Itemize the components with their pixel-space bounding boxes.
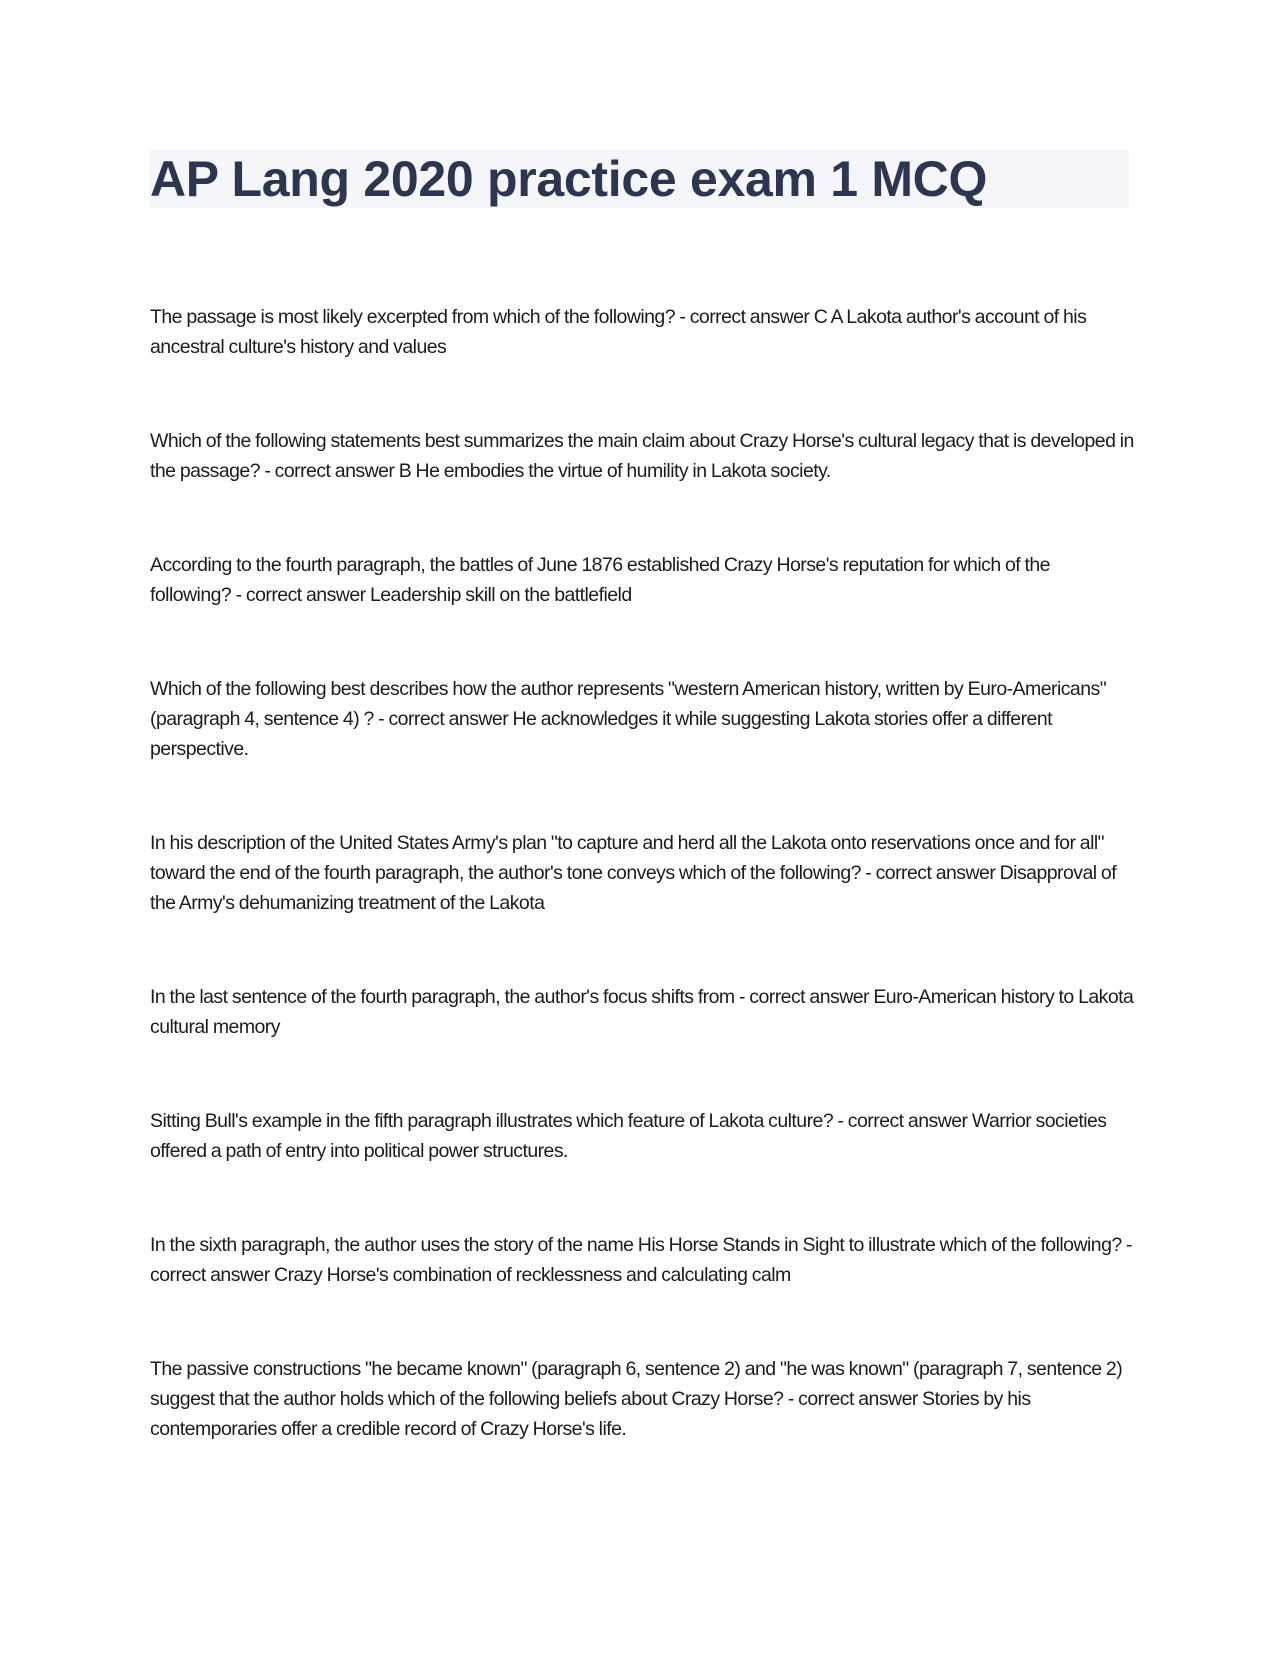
qa-item-8: In the sixth paragraph, the author uses the story of the name His Horse Stands in Sight to illustrate which of the following? - correct answer Crazy Horse's combination of recklessness and calculating calm xyxy=(150,1234,1132,1286)
qa-item-1: The passage is most likely excerpted from which of the following? - correct answer C A Lakota author's account of his ancestral culture's history and values xyxy=(150,306,1087,358)
qa-item-9: The passive constructions "he became known" (paragraph 6, sentence 2) and "he was known" (paragraph 7, sentence 2) suggest that the author holds which of the following beliefs about Crazy Horse? - correct answer Stories by his contemporaries offer a credible record of Crazy Horse's life. xyxy=(150,1358,1123,1440)
qa-item-4: Which of the following best describes how the author represents "western American history, written by Euro-Americans" (paragraph 4, sentence 4) ? - correct answer He acknowledges it while suggesting Lakota stories offer a different perspective. xyxy=(150,678,1107,760)
page-title: AP Lang 2020 practice exam 1 MCQ xyxy=(150,151,988,207)
qa-list xyxy=(150,302,1135,1508)
qa-item-3: According to the fourth paragraph, the battles of June 1876 established Crazy Horse's reputation for which of the following? - correct answer Leadership skill on the battlefield xyxy=(150,554,1050,606)
qa-item-2: Which of the following statements best summarizes the main claim about Crazy Horse's cultural legacy that is developed in the passage? - correct answer B He embodies the virtue of humility in Lakota society. xyxy=(150,430,1134,482)
qa-item-7: Sitting Bull's example in the fifth paragraph illustrates which feature of Lakota culture? - correct answer Warrior societies offered a path of entry into political power structures. xyxy=(150,1110,1107,1162)
qa-item-5: In his description of the United States Army's plan "to capture and herd all the Lakota onto reservations once and for all" toward the end of the fourth paragraph, the author's tone conveys which of the following? - correct answer Disapproval of the Army's dehumanizing treatment of the Lakota xyxy=(150,832,1117,914)
qa-item-6: In the last sentence of the fourth paragraph, the author's focus shifts from - correct answer Euro-American history to Lakota cultural memory xyxy=(150,986,1134,1038)
